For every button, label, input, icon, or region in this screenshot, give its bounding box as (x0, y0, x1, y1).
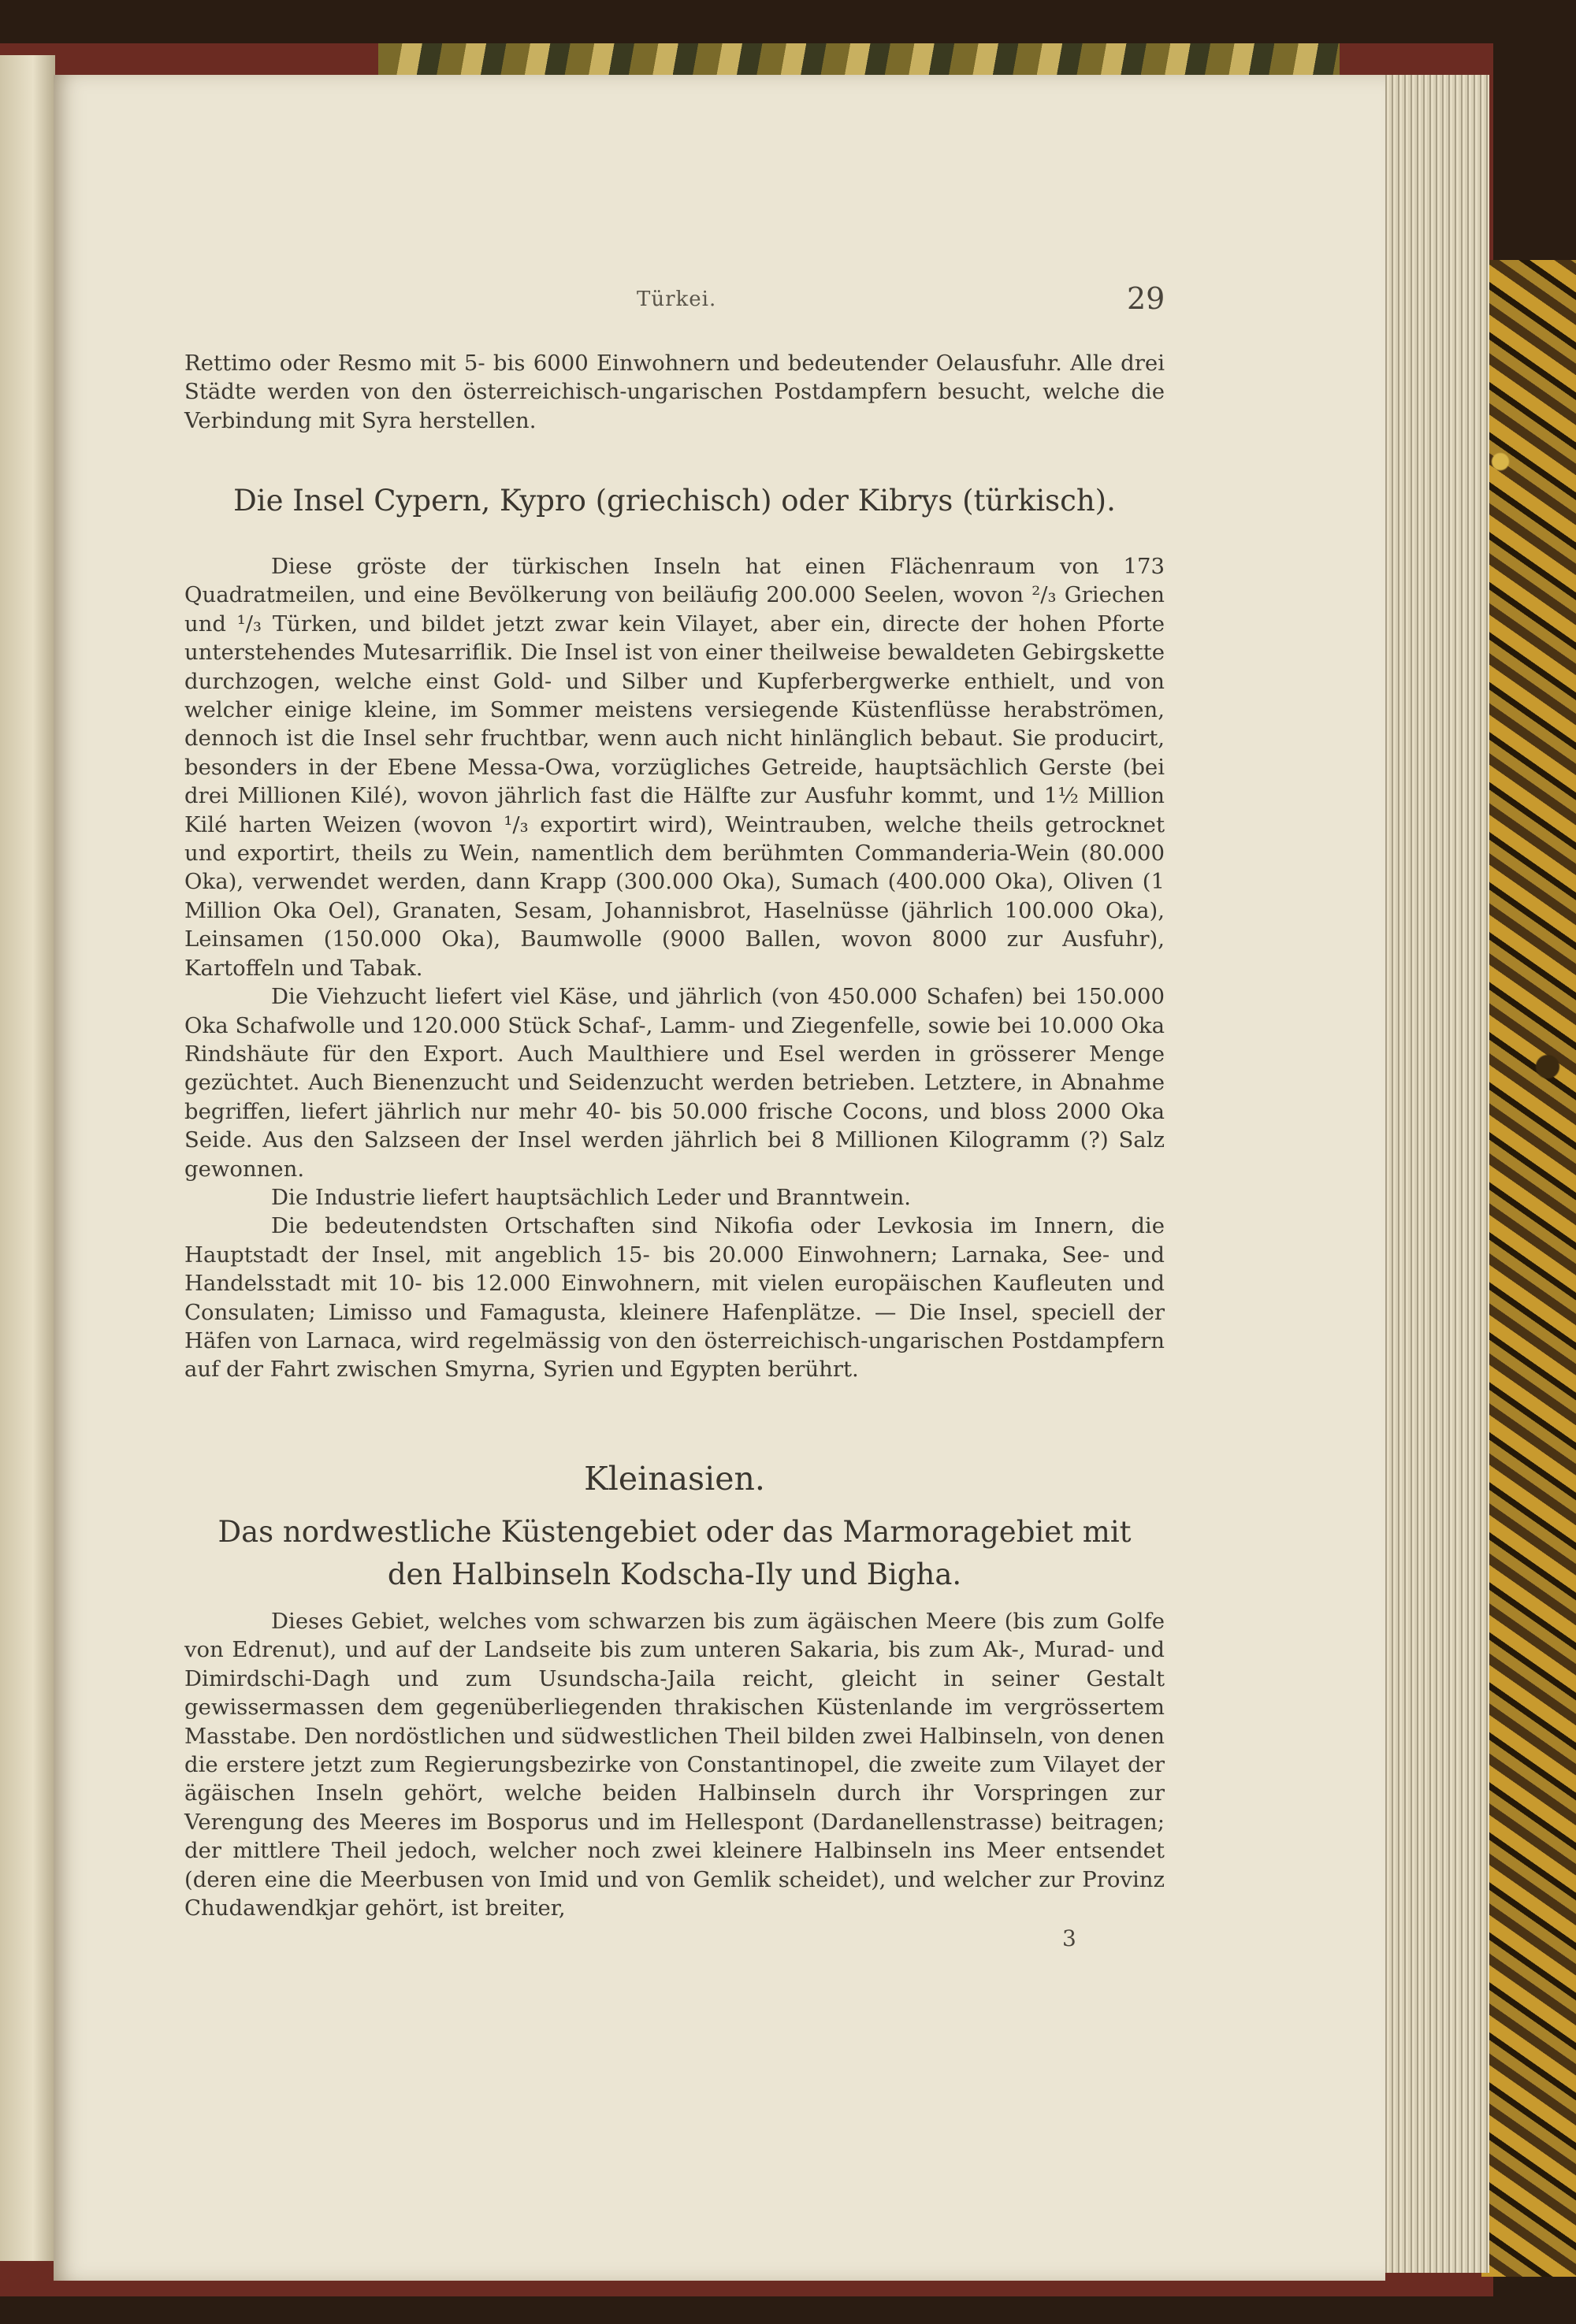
marbled-board-top (378, 43, 1340, 75)
section-subheading: Das nordwestliche Küstengebiet oder das Marmoragebiet mit den Halbinseln Kodscha-Ily und Bigha. (217, 1515, 1132, 1591)
marbled-board-edge (1481, 260, 1576, 2277)
section-heading-cypern: Die Insel Cypern, Kypro (griechisch) oder Kibrys (türkisch). (233, 484, 1116, 518)
body-paragraph: Die bedeutendsten Ortschaften sind Nikofia oder Levkosia im Innern, die Hauptstadt der Insel, mit angeblich 15- bis 20.000 Einwohnern; Larnaka, See- und Handelsstadt mit 10- bis 12.000 Einwohnern, mit vielen europäischen Kaufleuten und Consulaten; Limisso und Famagusta, kleinere Hafenplätze. — Die Insel, speciell der Häfen von Larnaca, wird regelmässig von den österreichisch-ungarischen Postdampfern auf der Fahrt zwischen Smyrna, Syrien und Egypten berührt. (184, 1213, 1165, 1383)
page-number: 29 (1127, 281, 1165, 316)
intro-paragraph (184, 349, 1165, 435)
body-paragraph: Die Viehzucht liefert viel Käse, und jährlich (von 450.000 Schafen) bei 150.000 Oka Schafwolle und 120.000 Stück Schaf-, Lamm- und Ziegenfelle, sowie bei 10.000 Oka Rindshäute für den Export. Auch Maulthiere und Esel werden in grösserer Menge gezüchtet. Auch Bienenzucht und Seidenzucht werden betrieben. Letztere, in Abnahme begriffen, liefert jährlich nur mehr 40- bis 50.000 frische Cocons, und bloss 2000 Oka Seide. Aus den Salzseen der Insel werden jährlich bei 8 Millionen Kilogramm (?) Salz gewonnen. (184, 984, 1165, 1182)
signature-mark: 3 (1062, 1925, 1076, 1951)
body-paragraph: Diese gröste der türkischen Inseln hat einen Flächenraum von 173 Quadratmeilen, und eine Bevölkerung von beiläufig 200.000 Seelen, wovon ²/₃ Griechen und ¹/₃ Türken, und bildet jetzt zwar kein Vilayet, aber ein, directe der hohen Pforte unterstehendes Mutesarriflik. Die Insel ist von einer theilweise bewaldeten Gebirgskette durchzogen, welche einst Gold- und Silber und Kupferbergwerke enthielt, und von welcher einige kleine, im Sommer meistens versiegende Küstenflüsse herabströmen, dennoch ist die Insel sehr fruchtbar, wenn auch nicht hinlänglich bebaut. Sie producirt, besonders in der Ebene Messa-Owa, vorzügliches Getreide, hauptsächlich Gerste (bei drei Millionen Kilé), wovon jährlich fast die Hälfte zur Ausfuhr kommt, und 1½ Million Kilé harten Weizen (wovon ¹/₃ exportirt wird), Weintrauben, welche theils getrocknet und exportirt, theils zu Wein, namentlich dem berühmten Commanderia-Wein (80.000 Oka), verwendet werden, dann Krapp (300.000 Oka), Sumach (400.000 Oka), Oliven (1 Million Oka Oel), Granaten, Sesam, Johannisbrot, Haselnüsse (jährlich 100.000 Oka), Leinsamen (150.000 Oka), Baumwolle (9000 Ballen, wovon 8000 zur Ausfuhr), Kartoffeln und Tabak. (184, 554, 1165, 981)
running-title: Türkei. (637, 288, 717, 311)
facing-page-edge (0, 55, 55, 2261)
intro-text: Rettimo oder Resmo mit 5- bis 6000 Einwohnern und bedeutender Oelausfuhr. Alle drei Städte werden von den österreichisch-ungarischen Postdampfern besucht, welche die Verbindung mit Syra herstellen. (184, 351, 1165, 433)
section-heading-kleinasien: Kleinasien. (584, 1460, 765, 1498)
cypern-body (184, 552, 1165, 1384)
body-paragraph: Dieses Gebiet, welches vom schwarzen bis zum ägäischen Meere (bis zum Golfe von Edrenut), und auf der Landseite bis zum unteren Sakaria, bis zum Ak-, Murad- und Dimirdschi-Dagh und zum Usundscha-Jaila reicht, gleicht in seiner Gestalt gewissermassen dem gegenüberliegenden thrakischen Küstenlande im vergrössertem Masstabe. Den nordöstlichen und südwestlichen Theil bilden zwei Halbinseln, von denen die erstere jetzt zum Regierungsbezirke von Constantinopel, die zweite zum Vilayet der ägäischen Inseln gehört, welche beiden Halbinseln durch ihr Vorspringen zur Verengung des Meeres im Bosporus und im Hellespont (Dardanellenstrasse) beitragen; der mittlere Theil jedoch, welcher noch zwei kleinere Halbinseln ins Meer entsendet (deren eine die Meerbusen von Imid und von Gemlik scheidet), und welcher zur Provinz Chudawendkjar gehört, ist breiter, (184, 1609, 1165, 1921)
page-edges (1383, 75, 1489, 2273)
kleinasien-body (184, 1607, 1165, 1922)
body-paragraph: Die Industrie liefert hauptsächlich Leder und Branntwein. (271, 1184, 912, 1210)
